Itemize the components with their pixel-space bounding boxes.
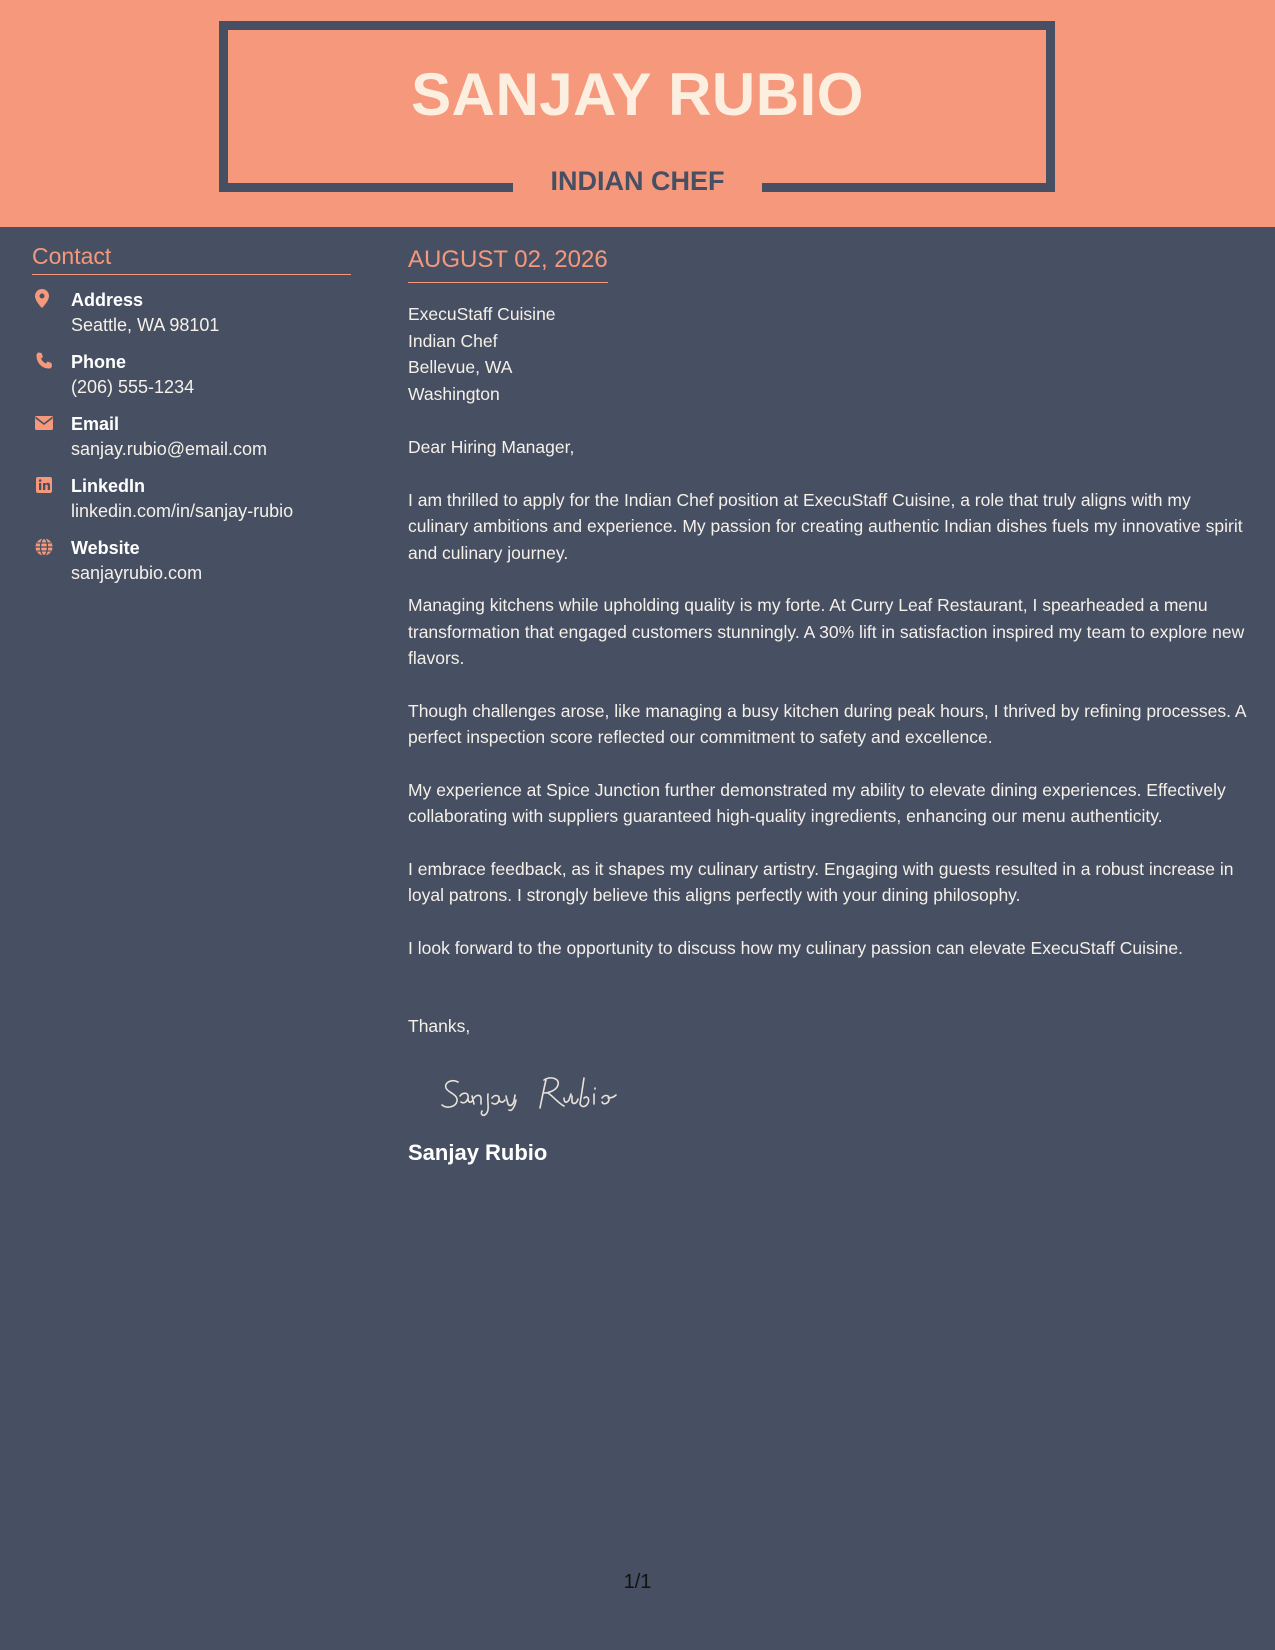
page-number: 1/1 xyxy=(623,1571,652,1593)
letter-paragraph: I look forward to the opportunity to discuss how my culinary passion can elevate ExecuStaff Cuisine. xyxy=(408,937,1183,958)
recipient-line: Bellevue, WA xyxy=(408,357,513,377)
contact-sidebar xyxy=(32,243,351,598)
sender-name: Sanjay Rubio xyxy=(408,1139,548,1165)
closing: Thanks, xyxy=(408,1016,471,1036)
contact-value: linkedin.com/in/sanjay-rubio xyxy=(71,501,294,521)
recipient-line: Indian Chef xyxy=(408,330,498,351)
contact-value: Seattle, WA 98101 xyxy=(71,315,220,335)
phone-icon xyxy=(33,350,55,372)
recipient-line: Washington xyxy=(408,383,500,404)
salutation: Dear Hiring Manager, xyxy=(408,437,575,457)
linkedin-icon xyxy=(33,474,55,496)
header-banner xyxy=(0,0,1275,227)
contact-label: Email xyxy=(71,414,120,434)
contact-item-email xyxy=(32,412,351,462)
contact-value: sanjay.rubio@email.com xyxy=(71,439,268,459)
contact-label: Website xyxy=(71,538,140,558)
letter-date: AUGUST 02, 2026 xyxy=(408,244,608,283)
email-icon xyxy=(33,412,55,434)
letter-paragraph: Though challenges arose, like managing a busy kitchen during peak hours, I thrived by refining processes. A perfect inspection score reflected our commitment to safety and excellence. xyxy=(408,700,1246,747)
job-title: INDIAN CHEF xyxy=(550,166,725,196)
recipient-line: ExecuStaff Cuisine xyxy=(408,304,556,324)
location-pin-icon xyxy=(33,288,55,310)
contact-value: (206) 555-1234 xyxy=(71,377,195,397)
contact-label: LinkedIn xyxy=(71,476,146,496)
letter-paragraph: Managing kitchens while upholding quality is my forte. At Curry Leaf Restaurant, I spearheaded a menu transformation that engaged customers stunningly. A 30% lift in satisfaction inspired my team to explore new flavors. xyxy=(408,595,1245,668)
contact-value: sanjayrubio.com xyxy=(71,563,203,583)
letter-paragraph: I embrace feedback, as it shapes my culinary artistry. Engaging with guests resulted in a robust increase in loyal patrons. I strongly believe this aligns perfectly with your dining philosophy. xyxy=(408,858,1234,905)
contact-label: Address xyxy=(71,290,144,310)
handwritten-signature xyxy=(436,1068,1250,1118)
letter-body xyxy=(408,244,1250,1166)
contact-item-address xyxy=(32,288,351,338)
letter-paragraph: My experience at Spice Junction further demonstrated my ability to elevate dining experiences. Effectively collaborating with suppliers guaranteed high-quality ingredients, enhancing our menu authenticity. xyxy=(408,779,1226,826)
contact-item-phone xyxy=(32,350,351,400)
applicant-name: SANJAY RUBIO xyxy=(411,61,864,128)
letter-paragraph: I am thrilled to apply for the Indian Chef position at ExecuStaff Cuisine, a role that truly aligns with my culinary ambitions and experience. My passion for creating authentic Indian dishes fuels my innovative spirit and culinary journey. xyxy=(408,489,1243,563)
globe-icon xyxy=(33,536,55,558)
contact-item-website xyxy=(32,536,351,586)
recipient-block xyxy=(408,301,1250,407)
contact-label: Phone xyxy=(71,352,127,372)
contact-item-linkedin xyxy=(32,474,351,524)
contact-heading: Contact xyxy=(32,243,351,275)
